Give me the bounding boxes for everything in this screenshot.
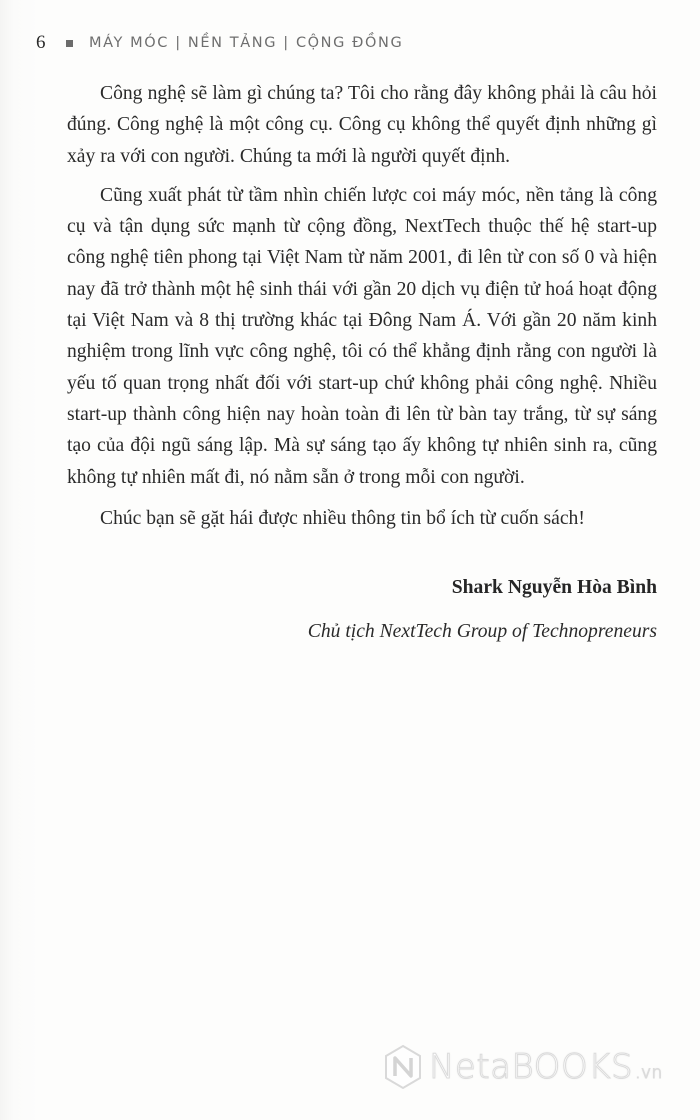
- paragraph: Cũng xuất phát từ tầm nhìn chiến lược coi máy móc, nền tảng là công cụ và tận dụng sức mạnh từ cộng đồng, NextTech thuộc thế hệ start-up công nghệ tiên phong tại Việt Nam từ năm 2001, đi lên từ con số 0 và hiện nay đã trở thành một hệ sinh thái với gần 20 dịch vụ điện tử hoá hoạt động tại Việt Nam và 8 thị trường khác tại Đông Nam Á. Với gần 20 năm kinh nghiệm trong lĩnh vực công nghệ, tôi có thể khẳng định rằng con người là yếu tố quan trọng nhất đối với start-up chứ không phải công nghệ. Nhiều start-up thành công hiện nay hoàn toàn đi lên từ bàn tay trắng, từ sự sáng tạo của đội ngũ sáng lập. Mà sự sáng tạo ấy không tự nhiên sinh ra, cũng không tự nhiên mất đi, nó nằm sẵn ở trong mỗi con người.: [67, 184, 657, 488]
- closing-line: Chúc bạn sẽ gặt hái được nhiều thông tin bổ ích từ cuốn sách!: [100, 507, 585, 529]
- body-text: [67, 78, 657, 534]
- page-number: 6: [36, 32, 46, 53]
- netabooks-logo-icon: [383, 1044, 423, 1090]
- watermark-brand-text: NetaBOOKS: [429, 1047, 634, 1087]
- watermark-brand: [429, 1047, 663, 1087]
- signature-title: Chủ tịch NextTech Group of Technopreneurs: [307, 621, 657, 642]
- running-title: MÁY MÓC | NỀN TẢNG | CỘNG ĐỒNG: [89, 35, 404, 51]
- paragraph: Công nghệ sẽ làm gì chúng ta? Tôi cho rằng đây không phải là câu hỏi đúng. Công nghệ là một công cụ. Công cụ không thể quyết định những gì xảy ra với con người. Chúng ta mới là người quyết định.: [67, 83, 657, 167]
- signature-name: Shark Nguyễn Hòa Bình: [451, 577, 657, 598]
- watermark-suffix: .vn: [635, 1063, 663, 1083]
- watermark: [383, 1044, 663, 1090]
- square-bullet-icon: [66, 40, 73, 47]
- running-head: [36, 28, 403, 58]
